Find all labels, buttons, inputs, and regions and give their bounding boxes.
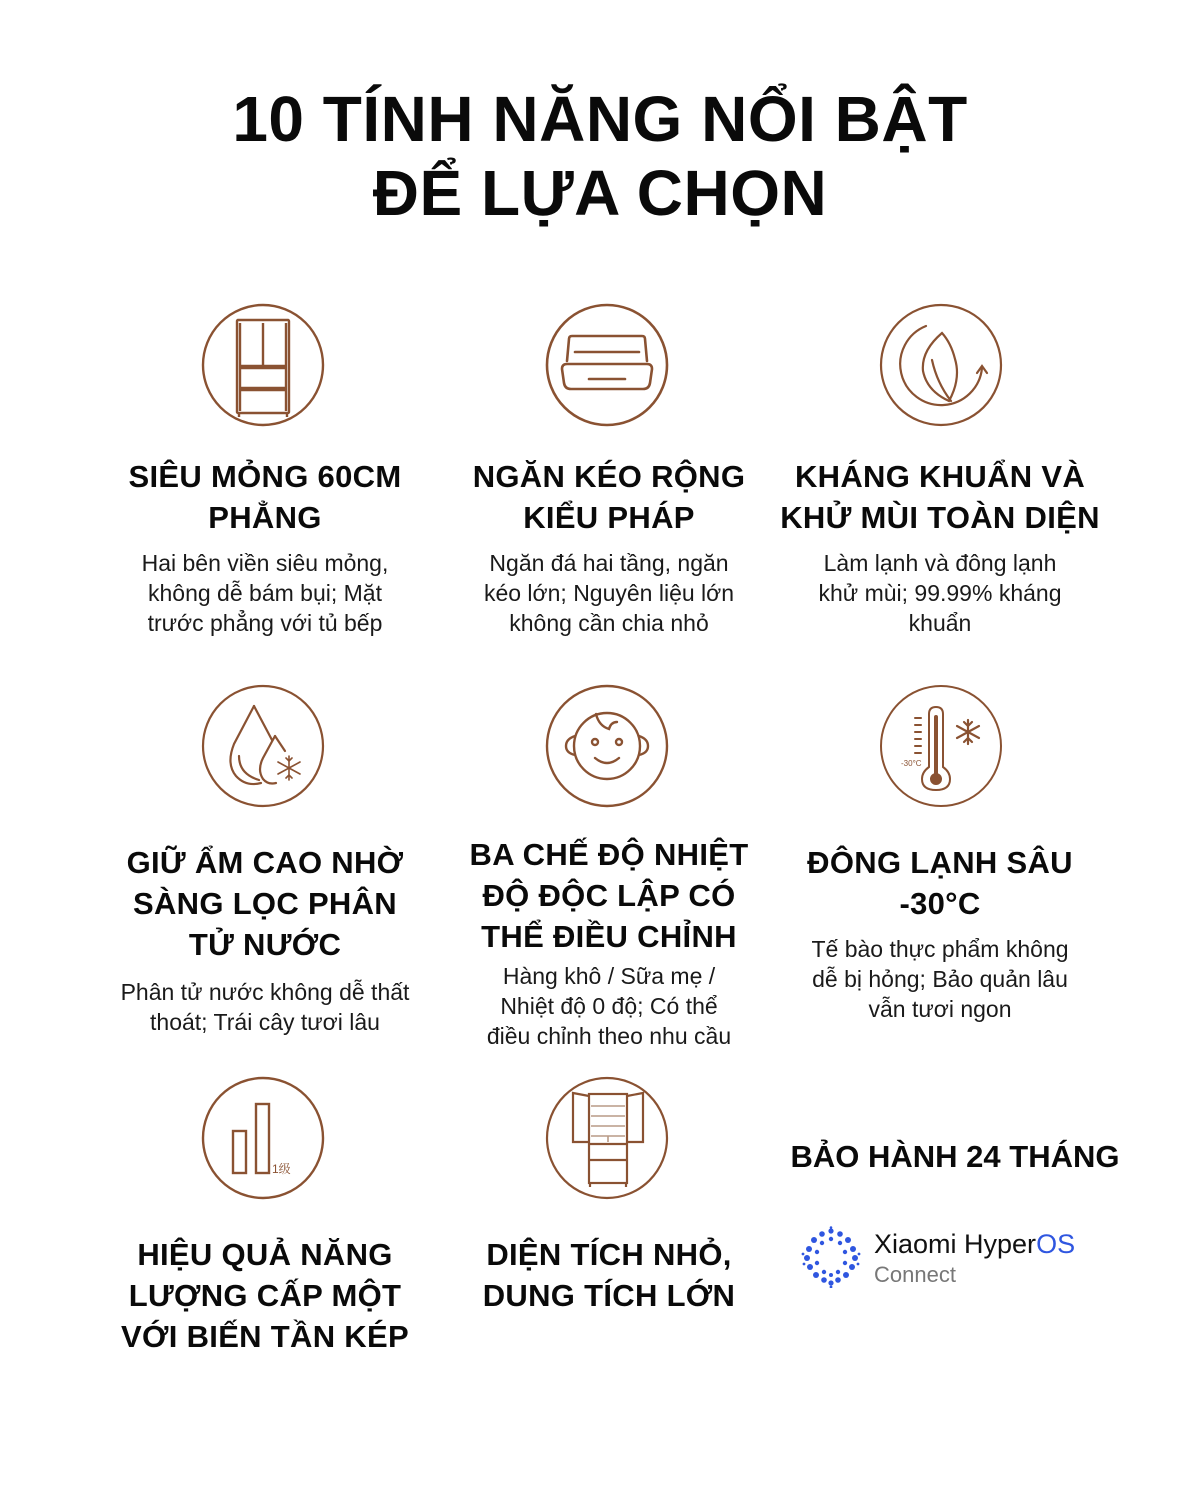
- description-line: vẫn tươi ngon: [868, 996, 1012, 1022]
- thermometer-snowflake-icon: [879, 684, 1003, 808]
- description-line: điều chỉnh theo nhu cầu: [486, 1023, 732, 1049]
- description-line: khuẩn: [908, 610, 972, 636]
- water-drops-snowflake-icon: [201, 684, 325, 808]
- heading-line: SIÊU MỎNG 60CM: [128, 459, 402, 494]
- baby-face-icon: [545, 684, 669, 808]
- feature-heading-slim: [85, 456, 445, 538]
- heading-line: HIỆU QUẢ NĂNG: [137, 1237, 393, 1272]
- title-line-1: 10 TÍNH NĂNG NỔI BẬT: [232, 83, 968, 155]
- heading-line: NGĂN KÉO RỘNG: [472, 459, 746, 494]
- heading-line: ĐỘ ĐỘC LẬP CÓ: [482, 878, 736, 913]
- description-line: Phân tử nước không dễ thất: [120, 979, 410, 1005]
- description-line: không cần chia nhỏ: [509, 610, 709, 636]
- feature-heading-capacity: [429, 1234, 789, 1316]
- heading-line: SÀNG LỌC PHÂN: [133, 886, 397, 921]
- open-fridge-icon: [545, 1076, 669, 1200]
- feature-heading-humidity: [85, 842, 445, 965]
- warranty-label: BẢO HÀNH 24 THÁNG: [790, 1139, 1120, 1174]
- heading-line: GIỮ ẨM CAO NHỜ: [126, 845, 404, 880]
- page-title: [0, 82, 1200, 230]
- hyperos-brand-prefix: Xiaomi Hyper: [874, 1229, 1037, 1259]
- heading-line: DUNG TÍCH LỚN: [482, 1278, 736, 1313]
- heading-line: TỬ NƯỚC: [188, 927, 342, 962]
- description-line: kéo lớn; Nguyên liệu lớn: [483, 580, 735, 606]
- icon-temperature-label: -30°C: [901, 759, 922, 768]
- heading-line: KIỂU PHÁP: [523, 500, 695, 535]
- heading-line: BA CHẾ ĐỘ NHIỆT: [469, 837, 749, 872]
- description-line: khử mùi; 99.99% kháng: [818, 580, 1062, 606]
- feature-description-antibacterial: [760, 548, 1120, 638]
- hyperos-dots-icon: [800, 1226, 862, 1288]
- title-line-2: ĐỂ LỰA CHỌN: [372, 157, 828, 229]
- feature-description-drawer: [429, 548, 789, 638]
- heading-line: -30°C: [899, 886, 981, 921]
- drawer-icon: [545, 303, 669, 427]
- heading-line: VỚI BIẾN TẦN KÉP: [121, 1319, 409, 1354]
- hyperos-brand-text: [874, 1228, 1075, 1260]
- feature-heading-deep-freeze: [760, 842, 1120, 924]
- feature-description-deep-freeze: [760, 934, 1120, 1024]
- feature-heading-antibacterial: [760, 456, 1120, 538]
- description-line: Tế bào thực phẩm không: [811, 936, 1069, 962]
- heading-line: THỂ ĐIỀU CHỈNH: [481, 919, 737, 954]
- slim-fridge-icon: [201, 303, 325, 427]
- heading-line: ĐÔNG LẠNH SÂU: [807, 845, 1073, 880]
- feature-heading-temperature-modes: [429, 834, 789, 957]
- description-line: Hai bên viền siêu mỏng,: [141, 550, 389, 576]
- energy-bars-icon: [201, 1076, 325, 1200]
- heading-line: LƯỢNG CẤP MỘT: [128, 1278, 402, 1313]
- feature-description-temperature-modes: [429, 961, 789, 1051]
- description-line: Ngăn đá hai tầng, ngăn: [489, 550, 729, 576]
- description-line: Làm lạnh và đông lạnh: [823, 550, 1057, 576]
- feature-description-humidity: [85, 977, 445, 1037]
- description-line: dễ bị hỏng; Bảo quản lâu: [812, 966, 1068, 992]
- heading-line: KHÁNG KHUẨN VÀ: [794, 459, 1086, 494]
- heading-line: PHẲNG: [208, 500, 322, 535]
- feature-heading-energy: [85, 1234, 445, 1357]
- description-line: trước phẳng với tủ bếp: [147, 610, 383, 636]
- leaf-cycle-icon: [879, 303, 1003, 427]
- hyperos-connect-logo: [800, 1222, 1100, 1292]
- icon-energy-grade-label: 1级: [272, 1162, 291, 1176]
- feature-heading-drawer: [429, 456, 789, 538]
- description-line: thoát; Trái cây tươi lâu: [150, 1009, 380, 1035]
- feature-description-slim: [85, 548, 445, 638]
- hyperos-brand-os: OS: [1036, 1229, 1076, 1259]
- description-line: Hàng khô / Sữa mẹ /: [502, 963, 716, 989]
- description-line: không dễ bám bụi; Mặt: [148, 580, 382, 606]
- heading-line: DIỆN TÍCH NHỎ,: [486, 1237, 732, 1272]
- hyperos-connect-text: Connect: [874, 1262, 956, 1287]
- description-line: Nhiệt độ 0 độ; Có thể: [500, 993, 718, 1019]
- heading-line: KHỬ MÙI TOÀN DIỆN: [780, 500, 1100, 535]
